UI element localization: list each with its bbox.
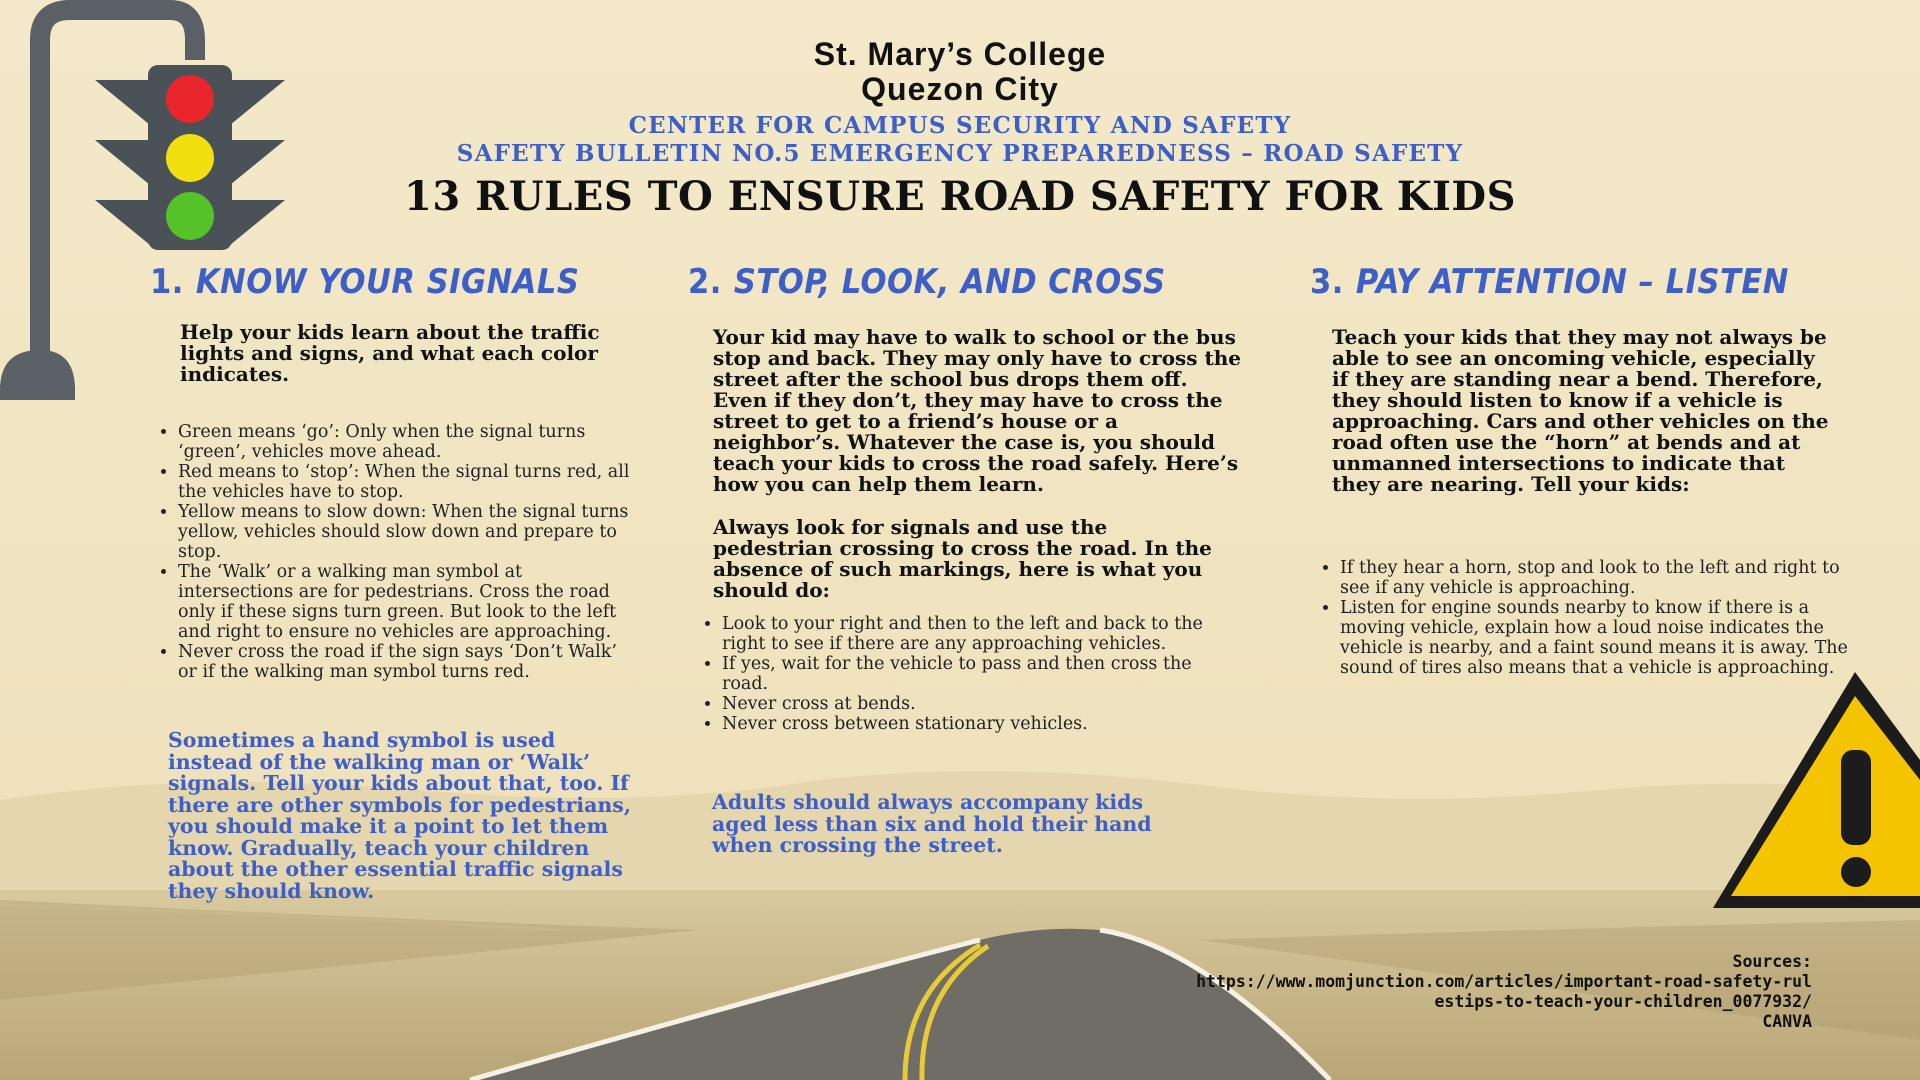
section-number-2: 2.	[688, 262, 722, 302]
list-item: • Never cross the road if the sign says ‘Don’t Walk’ or if the walking man symbol turns red.	[178, 642, 638, 682]
section-2-intro: Your kid may have to walk to school or the bus stop and back. They may only have to cross the street after the school bus drops them off. Even if they don’t, they may have to cross the street to get to a friend’s house or a neighbor’s. Whatever the case is, you should teach your kids to cross the road safely. Here’s how you can help them learn.	[713, 325, 1242, 496]
section-1-intro: Help your kids learn about the traffic lights and signs, and what each color indicates.	[180, 320, 600, 386]
school-location: Quezon City	[861, 71, 1059, 107]
sources	[1192, 952, 1812, 1032]
school-name: St. Mary’s College	[813, 36, 1107, 72]
section-title-1: KNOW YOUR SIGNALS	[195, 262, 580, 302]
section-2-bullets	[702, 614, 1242, 734]
list-item: • If they hear a horn, stop and look to the left and right to see if any vehicle is approaching.	[1340, 558, 1850, 598]
sources-link[interactable]: https://www.momjunction.com/articles/important-road-safety-rulestips-to-teach-your-children_0077932/	[1196, 972, 1812, 1011]
section-heading-2	[688, 262, 1166, 302]
sources-label: Sources:	[1732, 952, 1812, 971]
section-1-note: Sometimes a hand symbol is used instead of the walking man or ‘Walk’ signals. Tell your kids about that, too. If there are other symbols for pedestrians, you should make it a point to let them know. Gradually, teach your children about the other essential traffic signals they should know.	[168, 728, 631, 903]
section-heading-3	[1310, 262, 1789, 302]
list-item: • Red means to ‘stop’: When the signal turns red, all the vehicles have to stop.	[178, 462, 638, 502]
list-item: • Green means ‘go’: Only when the signal turns ‘green’, vehicles move ahead.	[178, 422, 638, 462]
sources-extra: CANVA	[1762, 1012, 1812, 1031]
list-item: • Yellow means to slow down: When the signal turns yellow, vehicles should slow down and prepare to stop.	[178, 502, 638, 562]
list-item: • Look to your right and then to the left and back to the right to see if there are any approaching vehicles.	[722, 614, 1242, 654]
section-number-1: 1.	[150, 262, 184, 302]
warning-sign-icon	[1705, 660, 1920, 920]
section-title-2: STOP, LOOK, AND CROSS	[733, 262, 1166, 302]
list-item: • If yes, wait for the vehicle to pass and then cross the road.	[722, 654, 1242, 694]
section-number-3: 3.	[1310, 262, 1344, 302]
page-title: 13 RULES TO ENSURE ROAD SAFETY FOR KIDS	[404, 173, 1516, 220]
list-item: • The ‘Walk’ or a walking man symbol at intersections are for pedestrians. Cross the road only if these signs turn green. But look to the left and right to ensure no vehicles are approaching.	[178, 562, 638, 642]
list-item: • Listen for engine sounds nearby to know if there is a moving vehicle, explain how a loud noise indicates the vehicle is nearby, and a faint sound means it is away. The sound of tires also means that a vehicle is approaching.	[1340, 598, 1850, 678]
list-item: • Never cross between stationary vehicles.	[722, 714, 1242, 734]
section-1-bullets	[158, 422, 638, 682]
center-name: CENTER FOR CAMPUS SECURITY AND SAFETY	[628, 112, 1292, 139]
section-3-intro: Teach your kids that they may not always be able to see an oncoming vehicle, especially if they are standing near a bend. Therefore, they should listen to know if a vehicle is approaching. Cars and other vehicles on the road often use the “horn” at bends and at unmanned intersections to indicate that they are nearing. Tell your kids:	[1332, 325, 1829, 496]
section-3-bullets	[1320, 558, 1850, 678]
section-title-3: PAY ATTENTION – LISTEN	[1355, 262, 1789, 302]
section-heading-1	[150, 262, 579, 302]
list-item: • Never cross at bends.	[722, 694, 1242, 714]
section-2-note: Adults should always accompany kids aged less than six and hold their hand when crossing the street.	[712, 790, 1152, 857]
section-2-intro-2: Always look for signals and use the pedestrian crossing to cross the road. In the absence of such markings, here is what you should do:	[713, 515, 1212, 602]
bulletin-title: SAFETY BULLETIN NO.5 EMERGENCY PREPAREDNESS – ROAD SAFETY	[456, 140, 1464, 167]
